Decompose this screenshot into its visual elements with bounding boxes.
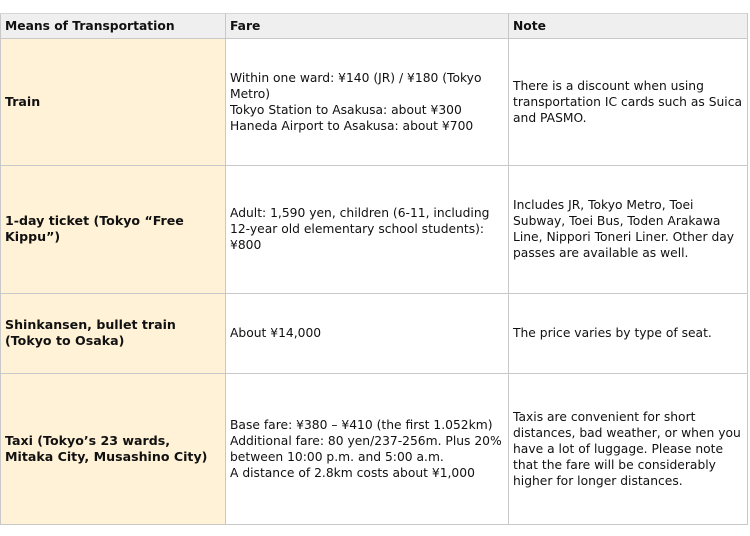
note-cell: Includes JR, Tokyo Metro, Toei Subway, Toei Bus, Toden Arakawa Line, Nippori Toneri Liner. Other day passes are available as well.: [509, 166, 748, 294]
fare-line: Additional fare: 80 yen/237-256m. Plus 20% between 10:00 p.m. and 5:00 a.m.: [230, 433, 502, 464]
fare-line: A distance of 2.8km costs about ¥1,000: [230, 465, 475, 480]
fare-cell: [226, 39, 509, 166]
transportation-table: [0, 13, 748, 525]
fare-line: Tokyo Station to Asakusa: about ¥300: [230, 102, 462, 117]
table-row-taxi: [1, 374, 748, 525]
note-cell: Taxis are convenient for short distances, bad weather, or when you have a lot of luggage. Please note that the fare will be considerably higher for longer distances.: [509, 374, 748, 525]
fare-line: Adult: 1,590 yen, children (6-11, including 12-year old elementary school students): ¥800: [230, 206, 490, 252]
table-row-shinkansen: [1, 294, 748, 374]
fare-line: About ¥14,000: [230, 326, 322, 340]
fare-cell: [226, 374, 509, 525]
fare-cell: [226, 294, 509, 374]
header-means: Means of Transportation: [1, 14, 226, 39]
means-cell: Taxi (Tokyo’s 23 wards, Mitaka City, Musashino City): [1, 374, 226, 525]
means-cell: Shinkansen, bullet train (Tokyo to Osaka): [1, 294, 226, 374]
transportation-table-container: [0, 13, 750, 525]
header-fare: Fare: [226, 14, 509, 39]
means-cell: 1-day ticket (Tokyo “Free Kippu”): [1, 166, 226, 294]
fare-cell: [226, 166, 509, 294]
note-cell: The price varies by type of seat.: [509, 294, 748, 374]
table-row-train: [1, 39, 748, 166]
fare-line: Base fare: ¥380 – ¥410 (the first 1.052km): [230, 417, 493, 432]
note-cell: There is a discount when using transportation IC cards such as Suica and PASMO.: [509, 39, 748, 166]
table-header-row: [1, 14, 748, 39]
fare-line: Haneda Airport to Asakusa: about ¥700: [230, 118, 474, 133]
header-note: Note: [509, 14, 748, 39]
table-row-day-ticket: [1, 166, 748, 294]
means-cell: Train: [1, 39, 226, 166]
fare-line: Within one ward: ¥140 (JR) / ¥180 (Tokyo Metro): [230, 70, 482, 101]
